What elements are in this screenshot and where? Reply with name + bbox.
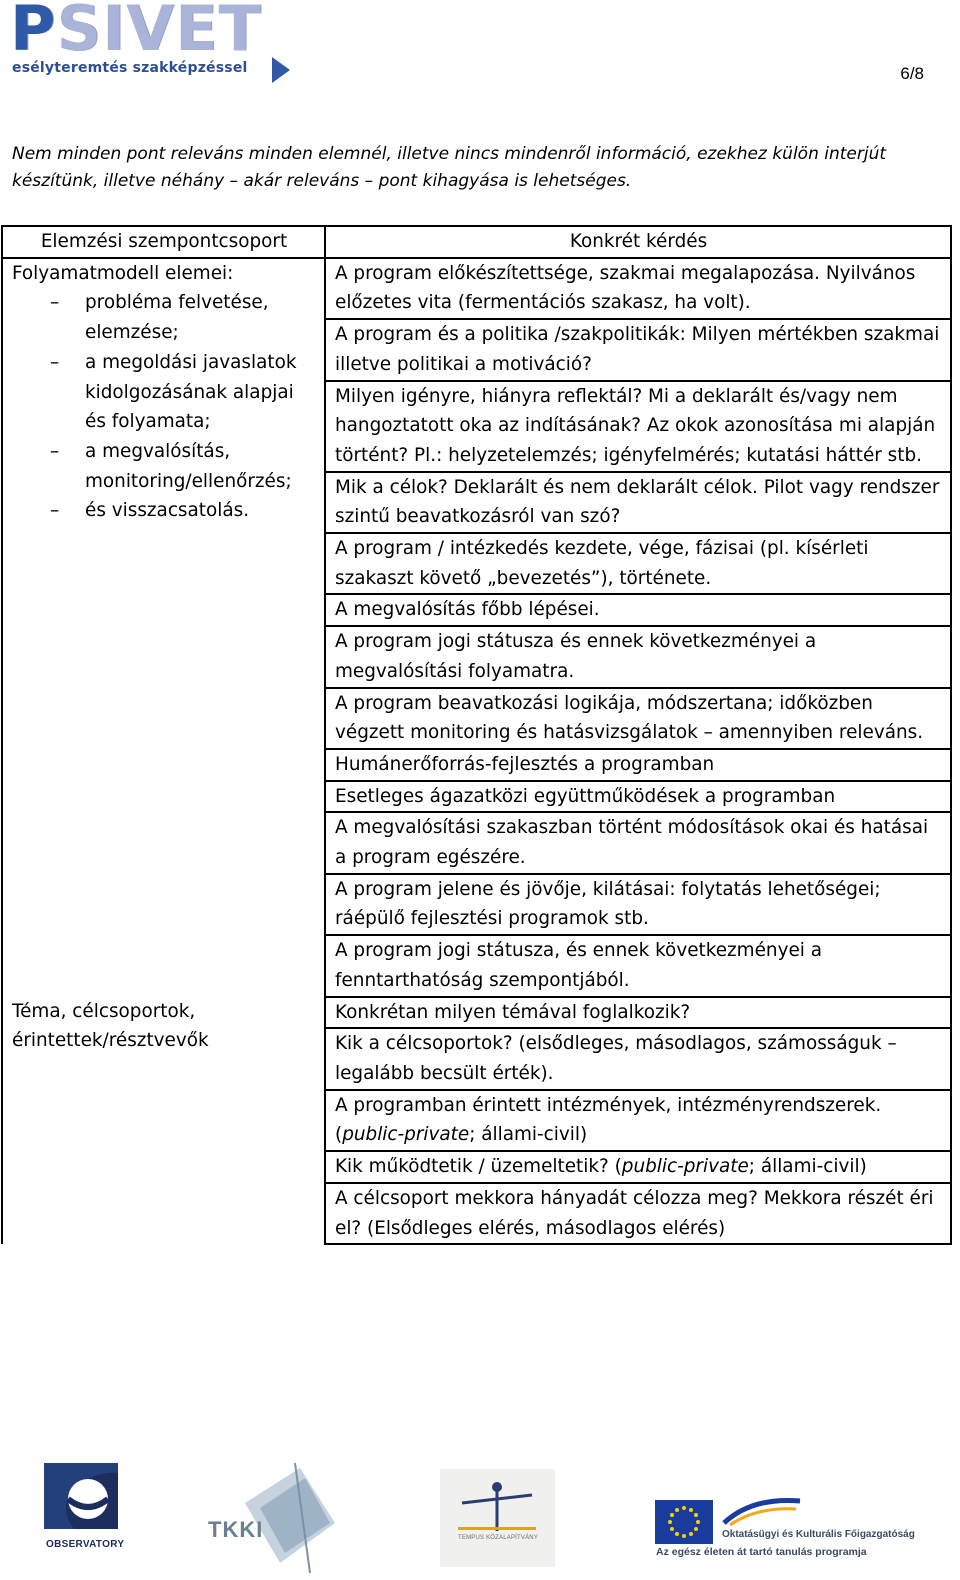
- list-item: – a megoldási javaslatok kidolgozásának alapjai és folyamata;: [12, 348, 316, 437]
- logo-first-letter: P: [10, 0, 57, 65]
- list-item: – probléma felvetése, elemzése;: [12, 288, 316, 347]
- question-cell: Kik a célcsoportok? (elsődleges, másodlagos, számosságuk – legalább becsült érték).: [325, 1028, 951, 1089]
- question-text: A programban érintett intézmények, intézményrendszerek. (: [335, 1094, 882, 1146]
- logo-rest-letters: SIVET: [56, 0, 262, 65]
- list-item: – a megvalósítás, monitoring/ellenőrzés;: [12, 437, 316, 496]
- table-header-row: [2, 226, 951, 258]
- question-cell: A célcsoport mekkora hányadát célozza meg? Mekkora részét éri el? (Elsődleges elérés, másodlagos elérés): [325, 1183, 951, 1244]
- eu-stars-icon: [655, 1500, 713, 1544]
- okf-label: Oktatásügyi és Kulturális Főigazgatóság: [722, 1529, 915, 1540]
- question-cell: Esetleges ágazatközi együttműködések a programban: [325, 781, 951, 813]
- question-cell: A program jogi státusza, és ennek következményei a fenntarthatóság szempontjából.: [325, 935, 951, 996]
- header-concrete-question: Konkrét kérdés: [325, 226, 951, 258]
- question-cell: Mik a célok? Deklarált és nem deklarált célok. Pilot vagy rendszer szintű beavatkozásról van szó?: [325, 472, 951, 533]
- question-italic-term: public-private: [342, 1124, 470, 1146]
- header-criteria-group: Elemzési szempontcsoport: [2, 226, 325, 258]
- tkki-label: TKKI: [208, 1517, 264, 1542]
- question-text: ; állami-civil): [469, 1124, 588, 1146]
- lifelong-learning-swoosh-icon: [722, 1495, 802, 1527]
- question-cell: A megvalósítás főbb lépései.: [325, 594, 951, 626]
- psivet-logo: [10, 2, 290, 82]
- observatory-logo-icon: [44, 1463, 124, 1537]
- table-row: [2, 258, 951, 319]
- group-topic-targets: Téma, célcsoportok, érintettek/résztvevők: [2, 997, 325, 1245]
- question-cell: [325, 1151, 951, 1183]
- footer-logos: [0, 1455, 960, 1575]
- question-cell: A program jogi státusza és ennek következményei a megvalósítási folyamatra.: [325, 626, 951, 687]
- question-text: ; állami-civil): [748, 1156, 867, 1178]
- lifelong-learning-slogan: Az egész életen át tartó tanulás programja: [656, 1546, 867, 1558]
- analysis-table: [1, 225, 952, 1245]
- tempus-label: TEMPUS KÖZALAPÍTVÁNY: [458, 1535, 539, 1541]
- question-cell: Milyen igényre, hiányra reflektál? Mi a deklarált és/vagy nem hangoztatott oka az indításának? Az okok azonosítása mi alapján történt? Pl.: helyzetelemzés; igényfelmérés; kutatási háttér stb.: [325, 381, 951, 472]
- logo-word: [10, 0, 262, 65]
- group-process-model: [2, 258, 325, 997]
- question-cell: Konkrétan milyen témával foglalkozik?: [325, 997, 951, 1029]
- question-cell: A program beavatkozási logikája, módszertana; időközben végzett monitoring és hatásvizsgálatok – amennyiben releváns.: [325, 688, 951, 749]
- question-cell: A megvalósítási szakaszban történt módosítások okai és hatásai a program egészére.: [325, 812, 951, 873]
- question-cell: [325, 1090, 951, 1151]
- question-cell: Humánerőforrás-fejlesztés a programban: [325, 749, 951, 781]
- question-cell: A program előkészítettsége, szakmai megalapozása. Nyilvános előzetes vita (fermentációs szakasz, ha volt).: [325, 258, 951, 319]
- group-title: Folyamatmodell elemei:: [12, 262, 234, 284]
- page-number: 6/8: [900, 64, 924, 83]
- tempus-logo: [440, 1469, 555, 1567]
- process-steps-list: [12, 288, 316, 526]
- logo-tagline: esélyteremtés szakképzéssel: [12, 60, 248, 76]
- intro-note: Nem minden pont releváns minden elemnél, illetve nincs mindenről információ, ezekhez külön interjút készítünk, illetve néhány – akár releváns – pont kihagyása is lehetséges.: [12, 144, 887, 191]
- question-text: Kik működtetik / üzemeltetik? (: [335, 1156, 622, 1178]
- logo-arrow-icon: [272, 57, 290, 83]
- question-cell: A program jelene és jövője, kilátásai: folytatás lehetőségei; ráépülő fejlesztési programok stb.: [325, 874, 951, 935]
- eu-flag: [655, 1500, 713, 1544]
- question-cell: A program és a politika /szakpolitikák: Milyen mértékben szakmai illetve politikai a motiváció?: [325, 319, 951, 380]
- table-row: [2, 997, 951, 1029]
- list-item: – és visszacsatolás.: [12, 496, 316, 526]
- observatory-label: OBSERVATORY: [46, 1539, 125, 1550]
- question-cell: A program / intézkedés kezdete, vége, fázisai (pl. kísérleti szakaszt követő „bevezetés”), története.: [325, 533, 951, 594]
- tempus-scales-icon: [440, 1469, 555, 1539]
- question-italic-term: public-private: [621, 1156, 749, 1178]
